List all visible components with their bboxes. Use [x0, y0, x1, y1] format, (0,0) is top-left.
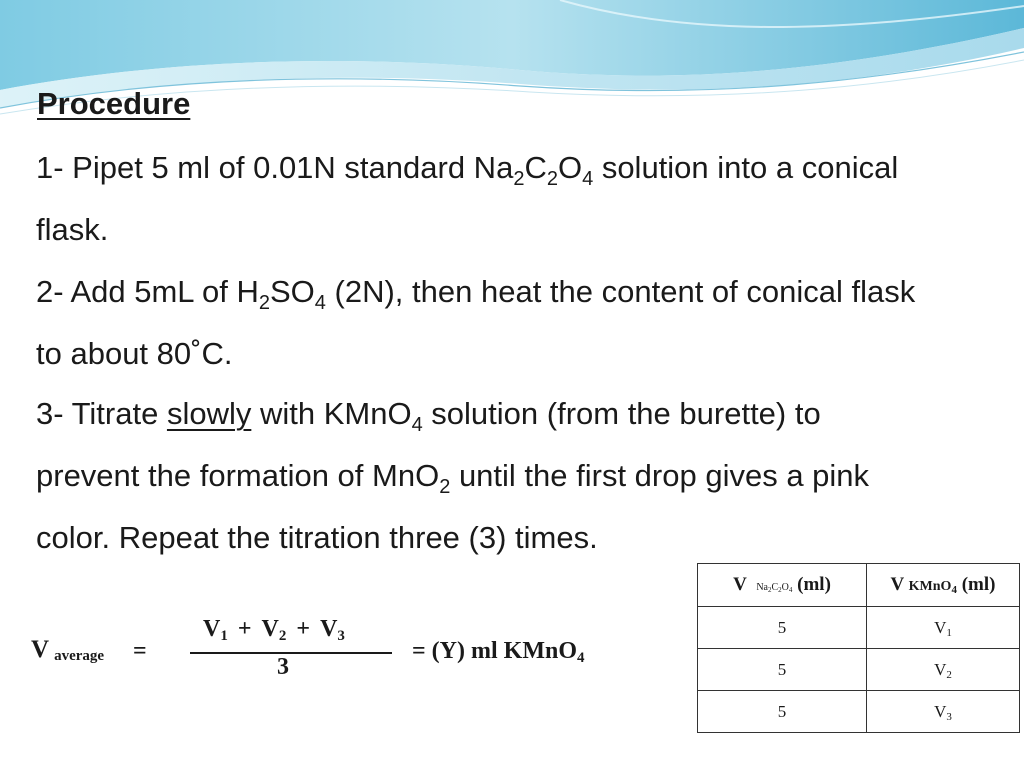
step-2-continuation: to about 80˚C. [36, 336, 233, 371]
th1-unit: (ml) [797, 574, 831, 595]
step-2-text-c: (2N), then heat the content of conical flask [325, 274, 916, 309]
cell-v-sub: 2 [946, 668, 952, 681]
formula-num-v2: V [261, 616, 279, 642]
th2-v: V [890, 574, 904, 595]
th1-na: Na [756, 582, 768, 593]
th1-v: V [733, 574, 747, 595]
step-3-line-3: color. Repeat the titration three (3) times. [36, 520, 598, 555]
formula-num-plus-2: + [296, 616, 311, 642]
step-2-text-b: SO [269, 274, 315, 309]
step-3-line-2-sub: 2 [439, 476, 451, 498]
step-3-line-2-text-b: until the first drop gives a pink [450, 458, 870, 493]
th1-s3: 4 [788, 586, 793, 594]
table-header-kmno4 [867, 564, 1020, 607]
formula-num-v1: V [203, 616, 221, 642]
th2-s: 4 [951, 584, 957, 596]
table-header-row [698, 564, 1020, 607]
step-3-line [36, 396, 821, 436]
formula-numerator [203, 616, 345, 643]
step-3-text-c: solution (from the burette) to [422, 396, 821, 431]
fraction-bar [190, 652, 392, 654]
th2-formula [909, 579, 957, 594]
th2-unit: (ml) [961, 574, 996, 595]
step-1-continuation: flask. [36, 212, 109, 247]
step-1-text-c: O [557, 150, 583, 185]
table-row [698, 607, 1020, 649]
formula-result [412, 638, 585, 665]
table-cell-v [867, 607, 1020, 649]
step-1-text-b: C [524, 150, 547, 185]
formula-num-plus-1: + [237, 616, 252, 642]
step-1-sub-3: 4 [582, 168, 594, 190]
cell-v-sub: 1 [946, 626, 952, 639]
table-cell-volume: 5 [698, 691, 867, 733]
step-3-sub-1: 4 [411, 414, 423, 436]
th1-formula [756, 582, 792, 593]
table-header-na2c2o4 [698, 564, 867, 607]
th1-o: O [781, 582, 789, 593]
step-3-text-b: with KMnO [251, 396, 412, 431]
formula-equals: = [133, 638, 147, 664]
step-1-text-a: 1- Pipet 5 ml of 0.01N standard Na [36, 150, 514, 185]
step-1-text-d: solution into a conical [593, 150, 899, 185]
step-2-sub-2: 4 [314, 292, 326, 314]
volume-table [697, 563, 1020, 733]
step-3-text-a: 3- Titrate [36, 396, 167, 431]
step-3-line-2-text-a: prevent the formation of MnO [36, 458, 440, 493]
th2-k: KMnO [908, 579, 952, 594]
table-row [698, 649, 1020, 691]
formula-result-sub: 4 [577, 650, 585, 666]
table-cell-v [867, 691, 1020, 733]
step-3-line-2 [36, 458, 870, 498]
formula-denominator: 3 [277, 654, 289, 680]
table-cell-volume: 5 [698, 649, 867, 691]
formula-lhs [31, 636, 104, 664]
step-1-line [36, 150, 899, 190]
formula-num-v3: V [320, 616, 338, 642]
formula-num-s1: 1 [220, 628, 228, 644]
table-row [698, 691, 1020, 733]
step-2-text-a: 2- Add 5mL of H [36, 274, 259, 309]
procedure-heading: Procedure [37, 86, 191, 121]
table-cell-volume: 5 [698, 607, 867, 649]
table-cell-v [867, 649, 1020, 691]
step-2-sub-1: 2 [258, 292, 270, 314]
step-3-slowly-emphasis: slowly [166, 396, 252, 431]
formula-num-s3: 3 [337, 628, 345, 644]
formula-lhs-sub: average [54, 648, 105, 664]
formula-lhs-v: V [31, 636, 50, 663]
formula-result-text: = (Y) ml KMnO [412, 638, 577, 664]
formula-num-s2: 2 [278, 628, 287, 644]
step-2-line [36, 274, 916, 314]
th1-c: C [771, 582, 779, 593]
cell-v-sub: 3 [946, 710, 952, 723]
th1-s2: 2 [778, 586, 782, 594]
cell-v-label: V [934, 701, 947, 721]
cell-v-label: V [934, 617, 947, 637]
th1-s1: 2 [767, 586, 772, 594]
step-1-sub-1: 2 [513, 168, 525, 190]
step-1-sub-2: 2 [546, 168, 558, 190]
cell-v-label: V [934, 659, 947, 679]
